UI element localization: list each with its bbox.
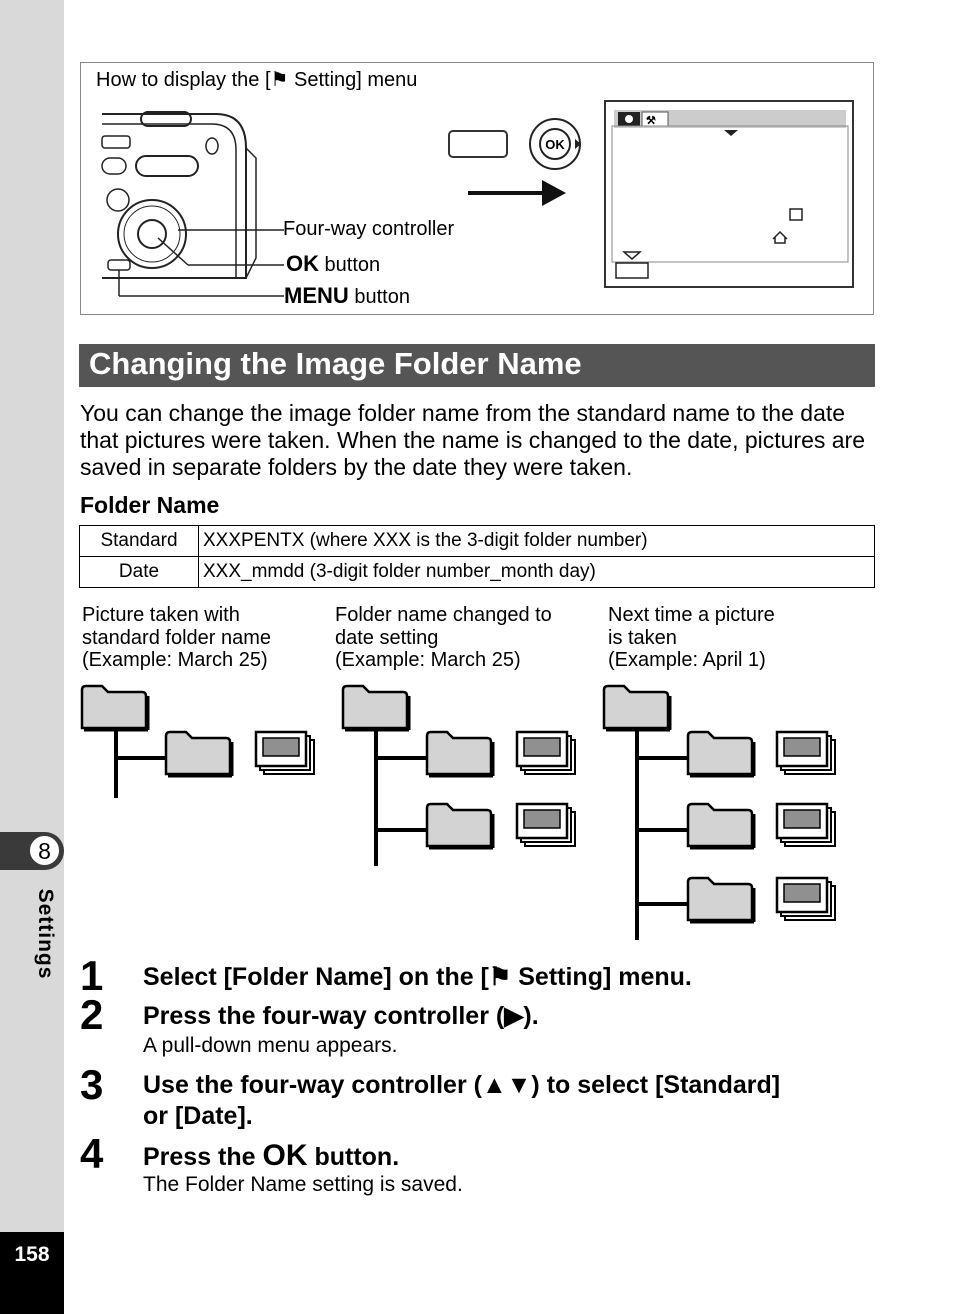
step-number: 4 <box>80 1130 104 1177</box>
caption-standard: Picture taken with standard folder name (Example: March 25) <box>82 604 272 671</box>
folder-tree-date-setting <box>343 686 575 866</box>
step-number: 3 <box>80 1061 104 1108</box>
step-text: Use the four-way controller (▲▼) to select [Standard] <box>143 1071 781 1099</box>
svg-text:⚒: ⚒ <box>646 115 656 127</box>
table-cell-key: Standard <box>80 526 199 557</box>
step-text: Select [Folder Name] on the [⚑ Setting] menu. <box>143 963 692 991</box>
four-way-controller-label: Four-way controller <box>283 218 455 240</box>
step-text: Press the OK button. <box>143 1139 400 1172</box>
lcd-screen <box>604 100 854 288</box>
step-text: Press the four-way controller (▶). <box>143 1002 539 1030</box>
svg-text:OK: OK <box>545 137 565 152</box>
folder-tree-next-picture <box>604 686 835 940</box>
intro-paragraph: You can change the image folder name from the standard name to the date that pictures were taken. When the name is changed to the date, pictures are saved in separate folders by the date they were taken. <box>80 400 866 480</box>
folder-name-heading: Folder Name <box>80 492 220 518</box>
step-number: 2 <box>80 991 104 1038</box>
caption-date-setting: Folder name changed to date setting (Example: March 25) <box>335 604 552 671</box>
caption-next-picture: Next time a picture is taken (Example: April 1) <box>608 604 775 671</box>
ok-button-label: OK button <box>286 251 381 276</box>
page-number: 158 <box>14 1243 50 1266</box>
step-text-continued: or [Date]. <box>143 1102 253 1130</box>
chapter-sidebar <box>0 0 64 1314</box>
chapter-label: Settings <box>34 888 57 980</box>
folder-tree-standard <box>82 686 314 798</box>
ok-controller-icon <box>528 117 582 171</box>
folder-name-table <box>79 525 875 588</box>
step-note: A pull-down menu appears. <box>143 1034 398 1057</box>
step-number: 1 <box>80 952 104 999</box>
table-cell-value: XXXPENTX (where XXX is the 3-digit folder number) <box>199 526 875 557</box>
table-cell-key: Date <box>80 557 199 588</box>
setting-menu-screen <box>606 102 852 286</box>
right-arrow-icon <box>468 180 568 206</box>
section-title: Changing the Image Folder Name <box>89 346 582 381</box>
table-row <box>80 557 875 588</box>
camera-back-illustration <box>96 108 286 298</box>
table-cell-value: XXX_mmdd (3-digit folder number_month day) <box>199 557 875 588</box>
chapter-number: 8 <box>28 834 61 867</box>
step-note: The Folder Name setting is saved. <box>143 1173 463 1196</box>
menu-button-label: MENU button <box>284 283 410 308</box>
howto-title: How to display the [⚑ Setting] menu <box>96 69 418 91</box>
folder-tree-diagram <box>80 682 880 944</box>
table-row <box>80 526 875 557</box>
menu-button-icon <box>448 130 508 158</box>
